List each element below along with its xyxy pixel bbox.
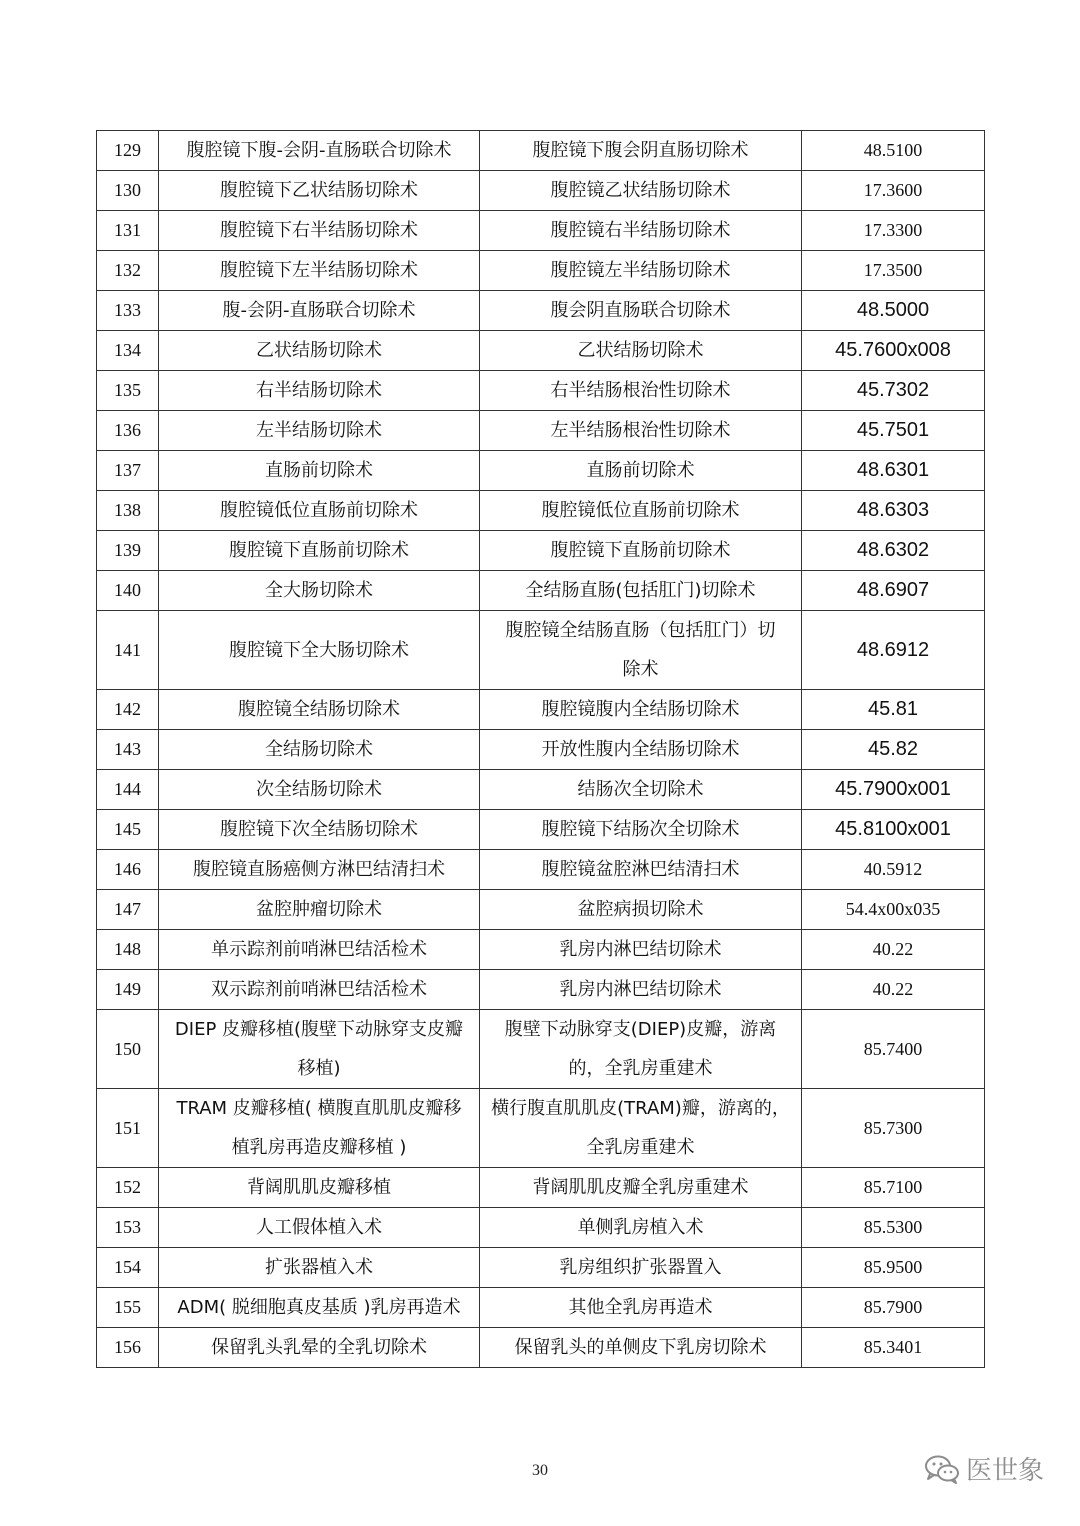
table-row — [97, 1010, 985, 1089]
standard-name-cell: 其他全乳房再造术 — [480, 1288, 802, 1328]
code-cell: 17.3300 — [802, 211, 985, 251]
procedure-name-cell: 人工假体植入术 — [159, 1208, 480, 1248]
procedure-name-cell: 腹腔镜下左半结肠切除术 — [159, 251, 480, 291]
row-number-cell: 145 — [97, 810, 159, 850]
procedure-name-cell: 直肠前切除术 — [159, 451, 480, 491]
standard-name-cell: 腹腔镜右半结肠切除术 — [480, 211, 802, 251]
code-cell: 54.4x00x035 — [802, 890, 985, 930]
row-number-cell: 131 — [97, 211, 159, 251]
table-row — [97, 690, 985, 730]
procedure-name-cell: 乙状结肠切除术 — [159, 331, 480, 371]
code-cell: 48.6303 — [802, 491, 985, 531]
table-row — [97, 970, 985, 1010]
standard-name-cell: 全结肠直肠(包括肛门)切除术 — [480, 571, 802, 611]
code-cell: 48.6912 — [802, 611, 985, 690]
code-cell: 85.7100 — [802, 1168, 985, 1208]
row-number-cell: 134 — [97, 331, 159, 371]
code-cell: 85.7900 — [802, 1288, 985, 1328]
standard-name-cell: 腹腔镜下直肠前切除术 — [480, 531, 802, 571]
row-number-cell: 154 — [97, 1248, 159, 1288]
standard-name-cell: 开放性腹内全结肠切除术 — [480, 730, 802, 770]
code-cell: 45.82 — [802, 730, 985, 770]
row-number-cell: 143 — [97, 730, 159, 770]
standard-name-cell: 直肠前切除术 — [480, 451, 802, 491]
standard-name-cell: 腹腔镜乙状结肠切除术 — [480, 171, 802, 211]
table-row — [97, 770, 985, 810]
procedure-name-cell: 腹腔镜下全大肠切除术 — [159, 611, 480, 690]
table-row — [97, 371, 985, 411]
procedure-name-cell: 腹腔镜下右半结肠切除术 — [159, 211, 480, 251]
code-cell: 45.8100x001 — [802, 810, 985, 850]
code-cell: 48.6302 — [802, 531, 985, 571]
row-number-cell: 139 — [97, 531, 159, 571]
procedure-code-table — [96, 130, 985, 1368]
standard-name-cell: 右半结肠根治性切除术 — [480, 371, 802, 411]
table-row — [97, 331, 985, 371]
table-row — [97, 571, 985, 611]
standard-name-cell: 腹腔镜低位直肠前切除术 — [480, 491, 802, 531]
watermark — [924, 1450, 1044, 1487]
procedure-name-cell: 腹腔镜下次全结肠切除术 — [159, 810, 480, 850]
code-cell: 85.9500 — [802, 1248, 985, 1288]
standard-name-cell: 腹腔镜左半结肠切除术 — [480, 251, 802, 291]
procedure-name-cell: 右半结肠切除术 — [159, 371, 480, 411]
standard-name-cell: 左半结肠根治性切除术 — [480, 411, 802, 451]
standard-name-cell: 结肠次全切除术 — [480, 770, 802, 810]
procedure-name-cell: DIEP 皮瓣移植(腹壁下动脉穿支皮瓣 移植) — [159, 1010, 480, 1089]
standard-name-cell: 盆腔病损切除术 — [480, 890, 802, 930]
code-cell: 17.3500 — [802, 251, 985, 291]
procedure-name-cell: 保留乳头乳晕的全乳切除术 — [159, 1328, 480, 1368]
watermark-text: 医世象 — [965, 1456, 1044, 1486]
standard-name-cell: 乳房内淋巴结切除术 — [480, 930, 802, 970]
procedure-name-cell: 腹腔镜下直肠前切除术 — [159, 531, 480, 571]
table-row — [97, 291, 985, 331]
row-number-cell: 151 — [97, 1089, 159, 1168]
standard-name-cell: 乙状结肠切除术 — [480, 331, 802, 371]
row-number-cell: 146 — [97, 850, 159, 890]
table-body — [97, 131, 985, 1368]
table-row — [97, 1208, 985, 1248]
standard-name-cell: 横行腹直肌肌皮(TRAM)瓣，游离的， 全乳房重建术 — [480, 1089, 802, 1168]
wechat-icon — [924, 1454, 960, 1484]
standard-name-cell: 乳房内淋巴结切除术 — [480, 970, 802, 1010]
procedure-name-cell: 扩张器植入术 — [159, 1248, 480, 1288]
procedure-name-cell: 双示踪剂前哨淋巴结活检术 — [159, 970, 480, 1010]
row-number-cell: 141 — [97, 611, 159, 690]
standard-name-cell: 腹腔镜腹内全结肠切除术 — [480, 690, 802, 730]
table-row — [97, 930, 985, 970]
procedure-name-cell: 腹腔镜全结肠切除术 — [159, 690, 480, 730]
standard-name-cell: 腹腔镜全结肠直肠（包括肛门）切 除术 — [480, 611, 802, 690]
table-row — [97, 131, 985, 171]
procedure-name-cell: 腹腔镜下腹-会阴-直肠联合切除术 — [159, 131, 480, 171]
table-row — [97, 1328, 985, 1368]
procedure-name-cell: 腹腔镜下乙状结肠切除术 — [159, 171, 480, 211]
standard-name-cell: 背阔肌肌皮瓣全乳房重建术 — [480, 1168, 802, 1208]
row-number-cell: 149 — [97, 970, 159, 1010]
procedure-name-cell: ADM( 脱细胞真皮基质 )乳房再造术 — [159, 1288, 480, 1328]
code-cell: 85.3401 — [802, 1328, 985, 1368]
table-row — [97, 531, 985, 571]
table-row — [97, 411, 985, 451]
row-number-cell: 132 — [97, 251, 159, 291]
standard-name-cell: 腹会阴直肠联合切除术 — [480, 291, 802, 331]
row-number-cell: 135 — [97, 371, 159, 411]
code-cell: 48.5000 — [802, 291, 985, 331]
table-row — [97, 1288, 985, 1328]
table-row — [97, 611, 985, 690]
table-row — [97, 171, 985, 211]
code-cell: 45.7900x001 — [802, 770, 985, 810]
row-number-cell: 140 — [97, 571, 159, 611]
code-cell: 85.7300 — [802, 1089, 985, 1168]
code-cell: 85.7400 — [802, 1010, 985, 1089]
table-row — [97, 730, 985, 770]
code-cell: 85.5300 — [802, 1208, 985, 1248]
procedure-name-cell: 背阔肌肌皮瓣移植 — [159, 1168, 480, 1208]
row-number-cell: 155 — [97, 1288, 159, 1328]
row-number-cell: 152 — [97, 1168, 159, 1208]
code-cell: 17.3600 — [802, 171, 985, 211]
table-row — [97, 491, 985, 531]
table-row — [97, 890, 985, 930]
row-number-cell: 150 — [97, 1010, 159, 1089]
code-cell: 45.81 — [802, 690, 985, 730]
standard-name-cell: 腹腔镜盆腔淋巴结清扫术 — [480, 850, 802, 890]
table-row — [97, 810, 985, 850]
standard-name-cell: 腹腔镜下腹会阴直肠切除术 — [480, 131, 802, 171]
code-cell: 48.6907 — [802, 571, 985, 611]
procedure-name-cell: 次全结肠切除术 — [159, 770, 480, 810]
procedure-name-cell: TRAM 皮瓣移植( 横腹直肌肌皮瓣移 植乳房再造皮瓣移植 ) — [159, 1089, 480, 1168]
page-number: 30 — [532, 1462, 548, 1479]
standard-name-cell: 乳房组织扩张器置入 — [480, 1248, 802, 1288]
code-cell: 40.5912 — [802, 850, 985, 890]
procedure-name-cell: 腹腔镜直肠癌侧方淋巴结清扫术 — [159, 850, 480, 890]
procedure-name-cell: 腹腔镜低位直肠前切除术 — [159, 491, 480, 531]
procedure-name-cell: 腹-会阴-直肠联合切除术 — [159, 291, 480, 331]
standard-name-cell: 腹腔镜下结肠次全切除术 — [480, 810, 802, 850]
procedure-name-cell: 左半结肠切除术 — [159, 411, 480, 451]
code-cell: 40.22 — [802, 930, 985, 970]
procedure-name-cell: 盆腔肿瘤切除术 — [159, 890, 480, 930]
standard-name-cell: 腹壁下动脉穿支(DIEP)皮瓣，游离 的，全乳房重建术 — [480, 1010, 802, 1089]
table-row — [97, 1168, 985, 1208]
row-number-cell: 147 — [97, 890, 159, 930]
standard-name-cell: 保留乳头的单侧皮下乳房切除术 — [480, 1328, 802, 1368]
code-cell: 48.6301 — [802, 451, 985, 491]
code-cell: 48.5100 — [802, 131, 985, 171]
table-row — [97, 451, 985, 491]
code-cell: 40.22 — [802, 970, 985, 1010]
row-number-cell: 138 — [97, 491, 159, 531]
procedure-name-cell: 全结肠切除术 — [159, 730, 480, 770]
table-row — [97, 251, 985, 291]
row-number-cell: 144 — [97, 770, 159, 810]
row-number-cell: 130 — [97, 171, 159, 211]
row-number-cell: 142 — [97, 690, 159, 730]
row-number-cell: 129 — [97, 131, 159, 171]
table-row — [97, 1248, 985, 1288]
row-number-cell: 148 — [97, 930, 159, 970]
row-number-cell: 133 — [97, 291, 159, 331]
procedure-name-cell: 单示踪剂前哨淋巴结活检术 — [159, 930, 480, 970]
row-number-cell: 156 — [97, 1328, 159, 1368]
code-cell: 45.7501 — [802, 411, 985, 451]
table-row — [97, 211, 985, 251]
row-number-cell: 136 — [97, 411, 159, 451]
standard-name-cell: 单侧乳房植入术 — [480, 1208, 802, 1248]
procedure-name-cell: 全大肠切除术 — [159, 571, 480, 611]
code-cell: 45.7600x008 — [802, 331, 985, 371]
table-row — [97, 1089, 985, 1168]
row-number-cell: 137 — [97, 451, 159, 491]
table-row — [97, 850, 985, 890]
code-cell: 45.7302 — [802, 371, 985, 411]
row-number-cell: 153 — [97, 1208, 159, 1248]
